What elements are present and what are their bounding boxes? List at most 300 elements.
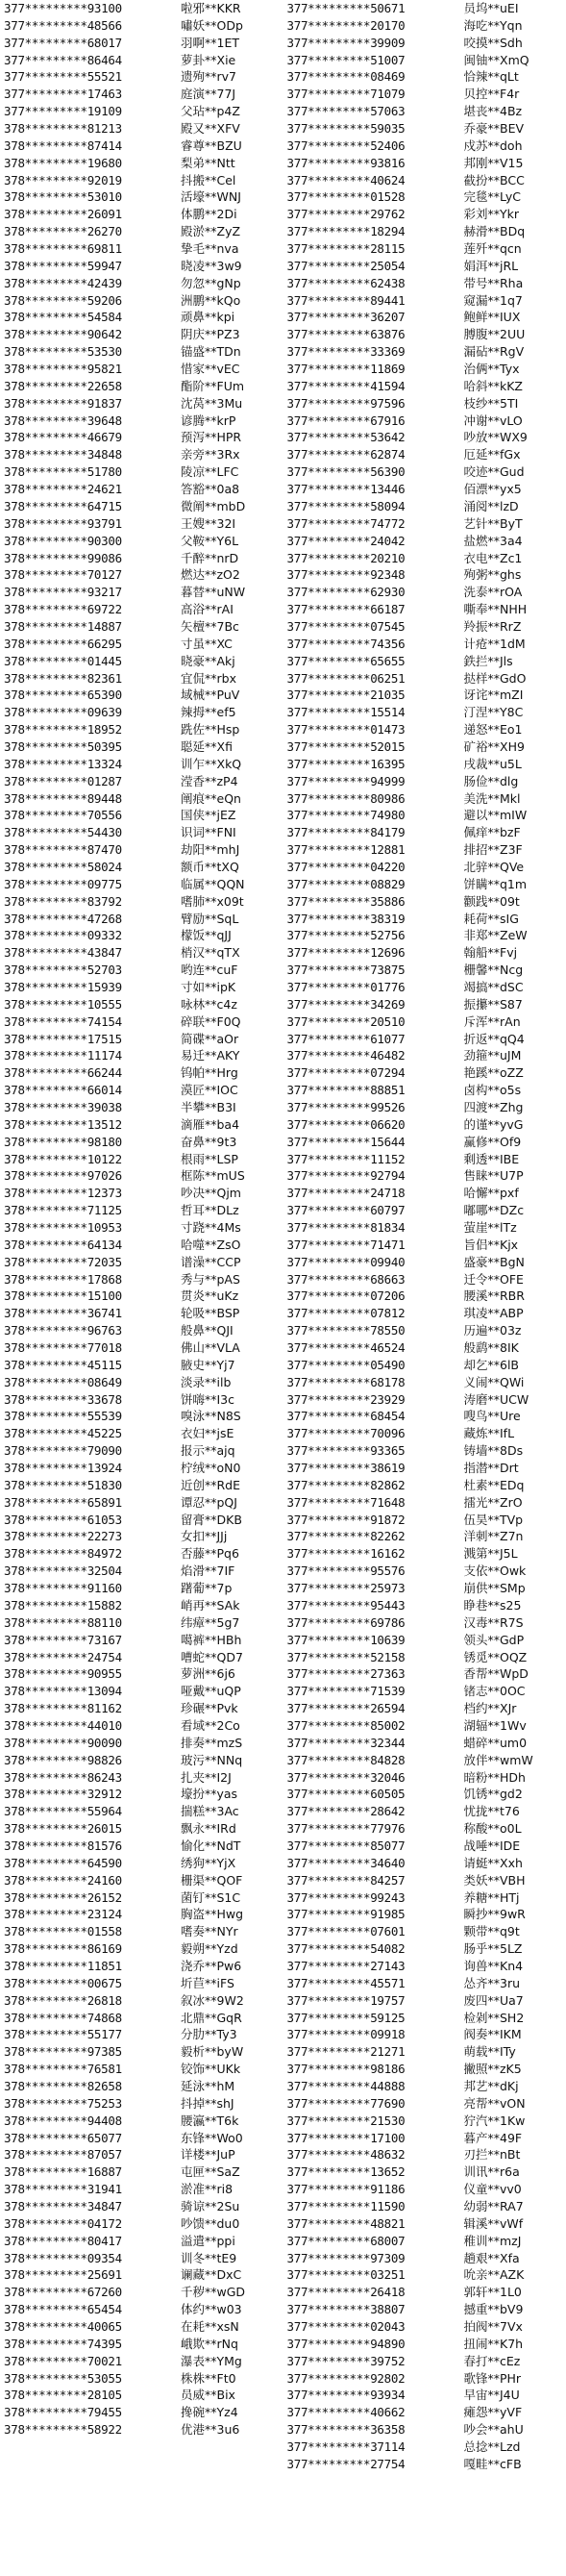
masked-name: 放伴**wmW xyxy=(463,1752,533,1767)
list-row xyxy=(283,1151,566,1168)
masked-phone: 378*********01558 xyxy=(4,1924,122,1939)
masked-name: 峨欺**rNq xyxy=(181,2336,238,2351)
masked-phone: 377*********62930 xyxy=(286,585,406,600)
masked-phone: 378*********58024 xyxy=(4,859,122,874)
list-row xyxy=(0,275,283,292)
masked-name: 涛磨**UCW xyxy=(463,1391,529,1407)
masked-name: 莲歼**qcn xyxy=(463,241,522,257)
masked-phone: 377*********20510 xyxy=(286,1013,406,1029)
list-row xyxy=(0,962,283,979)
masked-name: 撼重**bV9 xyxy=(463,2302,524,2317)
masked-phone: 378*********53010 xyxy=(4,189,122,205)
masked-phone: 377*********71539 xyxy=(286,1684,406,1699)
masked-name: 辣拇**ef5 xyxy=(181,705,236,720)
masked-name: 女扣**JJj xyxy=(181,1529,228,1544)
masked-phone: 377*********15514 xyxy=(286,705,406,720)
list-row xyxy=(0,68,283,86)
masked-phone: 378*********91160 xyxy=(4,1581,122,1596)
masked-phone: 377*********10639 xyxy=(286,1632,406,1647)
masked-phone: 378*********65077 xyxy=(4,2130,122,2145)
masked-phone: 377*********27754 xyxy=(286,2456,406,2471)
masked-name: 预泻**HPR xyxy=(181,430,242,445)
masked-name: 否藤**Pq6 xyxy=(181,1546,239,1562)
list-row xyxy=(283,86,566,103)
masked-phone: 377*********33369 xyxy=(286,344,406,360)
masked-name: 寸虽**XC xyxy=(181,636,233,651)
list-row xyxy=(283,1116,566,1134)
masked-phone: 378*********70021 xyxy=(4,2353,122,2368)
masked-name: 父鞍**Y6L xyxy=(181,533,239,548)
list-row xyxy=(0,395,283,413)
masked-phone: 377*********19757 xyxy=(286,1992,406,2008)
list-row xyxy=(283,533,566,550)
masked-name: 暮产**49F xyxy=(463,2130,523,2145)
masked-name: 般鹞**8IK xyxy=(463,1340,519,1356)
masked-phone: 378*********32912 xyxy=(4,1787,122,1802)
masked-name: 株株**Ft0 xyxy=(181,2370,236,2386)
list-row xyxy=(0,1099,283,1116)
masked-name: 娟洱**jRL xyxy=(463,258,519,273)
list-row xyxy=(283,790,566,808)
masked-name: 避以**mIW xyxy=(463,808,528,823)
list-row xyxy=(283,1632,566,1649)
masked-name: 漠匠**IOC xyxy=(181,1083,238,1098)
masked-phone: 378*********95821 xyxy=(4,362,122,377)
list-row xyxy=(0,2233,283,2250)
list-row xyxy=(283,2318,566,2336)
list-row xyxy=(283,1425,566,1442)
list-row xyxy=(0,0,283,17)
masked-phone: 377*********54082 xyxy=(286,1941,406,1957)
list-row xyxy=(0,1752,283,1769)
masked-name: 矿裕**XH9 xyxy=(463,738,525,754)
list-row xyxy=(0,1838,283,1855)
list-row xyxy=(0,52,283,69)
masked-name: 杜素**EDq xyxy=(463,1477,525,1492)
list-row xyxy=(0,1494,283,1512)
masked-phone: 377*********11152 xyxy=(286,1151,406,1166)
masked-name: 劫阳**mhJ xyxy=(181,842,240,858)
masked-name: 勿忽**gNp xyxy=(181,275,241,290)
masked-name: 锚盛**TDn xyxy=(181,344,241,360)
masked-phone: 377*********52158 xyxy=(286,1649,406,1664)
list-row xyxy=(283,1064,566,1082)
list-row xyxy=(283,35,566,52)
masked-name: 哲耳**DLz xyxy=(181,1203,239,1218)
list-row xyxy=(283,1665,566,1683)
masked-name: 菌钉**S1C xyxy=(181,1889,241,1905)
masked-phone: 377*********07601 xyxy=(286,1924,406,1939)
masked-name: 训乍**XkQ xyxy=(181,756,242,771)
masked-name: 胸盗**Hwg xyxy=(181,1907,244,1922)
list-row xyxy=(283,927,566,944)
masked-name: 浇乔**Pw6 xyxy=(181,1958,242,1973)
masked-phone: 378*********99086 xyxy=(4,550,122,565)
masked-name: 检剁**SH2 xyxy=(463,2010,525,2025)
list-row xyxy=(283,413,566,430)
masked-phone: 378*********36741 xyxy=(4,1306,122,1321)
list-row xyxy=(283,653,566,670)
masked-name: 哈噬**ZsO xyxy=(181,1237,241,1252)
masked-name: 哟连**cuF xyxy=(181,963,238,978)
list-row xyxy=(283,292,566,310)
list-row xyxy=(283,1477,566,1494)
masked-phone: 378*********24160 xyxy=(4,1872,122,1888)
masked-phone: 377*********19109 xyxy=(4,104,122,119)
list-row xyxy=(283,1717,566,1735)
masked-name: 溅第**J5L xyxy=(463,1546,518,1562)
list-row xyxy=(0,1460,283,1477)
list-row xyxy=(283,1512,566,1529)
masked-name: 易迁**AKY xyxy=(181,1048,240,1063)
masked-phone: 377*********40624 xyxy=(286,172,406,188)
list-row xyxy=(0,172,283,189)
masked-name: 斥浑**rAn xyxy=(463,1013,521,1029)
masked-phone: 378*********54584 xyxy=(4,310,122,325)
list-row xyxy=(283,275,566,292)
masked-phone: 377*********34640 xyxy=(286,1855,406,1870)
masked-name: 萌载**ITy xyxy=(463,2044,516,2060)
masked-name: 额币**tXQ xyxy=(181,859,239,874)
masked-phone: 377*********48566 xyxy=(4,17,122,33)
list-row xyxy=(283,155,566,172)
list-row xyxy=(283,2146,566,2163)
masked-name: 骑谅**2Su xyxy=(181,2199,240,2213)
masked-phone: 378*********82658 xyxy=(4,2078,122,2093)
masked-name: 窥漏**1q7 xyxy=(463,292,523,308)
list-row xyxy=(0,2336,283,2353)
masked-phone: 378*********51780 xyxy=(4,464,122,480)
list-row xyxy=(0,533,283,550)
masked-name: 答豁**0a8 xyxy=(181,482,240,497)
masked-phone: 378*********74868 xyxy=(4,2010,122,2025)
masked-name: 遗殉**rv7 xyxy=(181,69,236,85)
masked-name: 伍昊**TVp xyxy=(463,1512,524,1527)
masked-name: 膊腹**2UU xyxy=(463,327,526,342)
masked-phone: 377*********98186 xyxy=(286,2062,406,2077)
list-row xyxy=(0,35,283,52)
masked-name: 圻苣**iFS xyxy=(181,1975,234,1990)
list-row xyxy=(0,2026,283,2043)
masked-name: 沈莴**3Mu xyxy=(181,395,243,411)
masked-phone: 378*********55177 xyxy=(4,2027,122,2042)
list-row xyxy=(0,2370,283,2388)
masked-phone: 377*********07545 xyxy=(286,618,406,634)
list-row xyxy=(0,429,283,446)
list-row xyxy=(283,1322,566,1339)
masked-phone: 378*********91837 xyxy=(4,395,122,411)
masked-phone: 378*********79455 xyxy=(4,2405,122,2420)
masked-phone: 378*********90955 xyxy=(4,1666,122,1682)
list-row xyxy=(283,1992,566,2010)
masked-name: 排奏**mzS xyxy=(181,1735,243,1750)
masked-phone: 378*********31941 xyxy=(4,2182,122,2197)
masked-phone: 377*********60505 xyxy=(286,1787,406,1802)
list-row xyxy=(0,1665,283,1683)
masked-name: 珍碾**Pvk xyxy=(181,1701,238,1716)
masked-phone: 378*********09775 xyxy=(4,876,122,891)
list-row xyxy=(283,2061,566,2078)
masked-name: 嘎畦**cFB xyxy=(463,2456,522,2471)
masked-name: 叙冰**9W2 xyxy=(181,1992,244,2008)
masked-phone: 377*********24718 xyxy=(286,1186,406,1201)
masked-name: 吮亲**AZK xyxy=(463,2267,525,2283)
masked-phone: 377*********08829 xyxy=(286,876,406,891)
masked-phone: 377*********97596 xyxy=(286,395,406,411)
masked-name: 焰滑**7IF xyxy=(181,1563,235,1579)
masked-name: 阐痕**eQn xyxy=(181,790,241,806)
masked-name: 看域**2Co xyxy=(181,1717,240,1733)
masked-phone: 378*********58922 xyxy=(4,2422,122,2438)
list-row xyxy=(0,2404,283,2421)
masked-phone: 377*********61077 xyxy=(286,1031,406,1046)
masked-phone: 378*********90300 xyxy=(4,533,122,548)
masked-name: 酯阶**FUm xyxy=(181,378,245,393)
masked-phone: 378*********39648 xyxy=(4,413,122,428)
masked-phone: 378*********84972 xyxy=(4,1546,122,1562)
masked-phone: 378*********87414 xyxy=(4,138,122,153)
list-row xyxy=(0,996,283,1013)
masked-phone: 377*********21035 xyxy=(286,688,406,703)
masked-phone: 377*********56390 xyxy=(286,464,406,480)
list-row xyxy=(0,1528,283,1545)
masked-phone: 377*********84828 xyxy=(286,1752,406,1767)
masked-name: 佛山**VLA xyxy=(181,1340,240,1356)
list-row xyxy=(283,1082,566,1099)
list-row xyxy=(0,343,283,361)
masked-phone: 377*********36207 xyxy=(286,310,406,325)
masked-name: 国侠**jEZ xyxy=(181,808,236,823)
list-row xyxy=(0,1288,283,1305)
list-row xyxy=(0,1425,283,1442)
list-row xyxy=(0,206,283,223)
list-row xyxy=(283,962,566,979)
masked-phone: 377*********74772 xyxy=(286,515,406,531)
masked-name: 嗜肺**x09t xyxy=(181,893,244,909)
masked-phone: 377*********94999 xyxy=(286,773,406,788)
masked-phone: 378*********45115 xyxy=(4,1357,122,1372)
masked-phone: 378*********53055 xyxy=(4,2370,122,2386)
masked-phone: 377*********50671 xyxy=(286,1,406,15)
masked-phone: 377*********36358 xyxy=(286,2422,406,2438)
list-row xyxy=(0,1717,283,1735)
masked-name: 般鼻**QJI xyxy=(181,1323,234,1338)
masked-name: 千秽**wGD xyxy=(181,2285,246,2300)
masked-phone: 377*********57063 xyxy=(286,104,406,119)
list-row xyxy=(0,1031,283,1048)
list-row xyxy=(283,979,566,996)
masked-phone: 377*********07812 xyxy=(286,1306,406,1321)
list-row xyxy=(0,2301,283,2318)
list-row xyxy=(283,1528,566,1545)
masked-phone: 377*********73875 xyxy=(286,963,406,978)
list-row xyxy=(283,618,566,636)
list-row xyxy=(283,2215,566,2233)
masked-phone: 378*********81162 xyxy=(4,1701,122,1716)
list-row xyxy=(283,1167,566,1185)
masked-name: 冲谢**vLO xyxy=(463,413,523,428)
masked-phone: 378*********88110 xyxy=(4,1614,122,1630)
masked-phone: 378*********64590 xyxy=(4,1855,122,1870)
masked-phone: 378*********17515 xyxy=(4,1031,122,1046)
masked-phone: 378*********83792 xyxy=(4,893,122,909)
masked-phone: 377*********01473 xyxy=(286,722,406,738)
masked-phone: 378*********74395 xyxy=(4,2336,122,2351)
list-row xyxy=(283,361,566,378)
list-row xyxy=(0,258,283,275)
masked-phone: 377*********34269 xyxy=(286,996,406,1012)
list-row xyxy=(0,446,283,463)
masked-phone: 378*********11851 xyxy=(4,1958,122,1973)
masked-phone: 378*********79090 xyxy=(4,1443,122,1459)
masked-phone: 377*********08469 xyxy=(286,69,406,85)
masked-phone: 378*********19680 xyxy=(4,155,122,170)
masked-name: 吵馈**du0 xyxy=(181,2215,240,2231)
list-row xyxy=(283,2284,566,2301)
masked-name: 延泳**hM xyxy=(181,2078,235,2093)
list-row xyxy=(283,1031,566,1048)
masked-name: 邦刚**V15 xyxy=(463,155,524,170)
masked-name: 阴庆**PZ3 xyxy=(181,327,240,342)
masked-name: 治俩**Tyx xyxy=(463,362,520,377)
masked-phone: 377*********52015 xyxy=(286,738,406,754)
list-row xyxy=(0,1167,283,1185)
list-row xyxy=(0,721,283,738)
masked-name: 详楼**JuP xyxy=(181,2147,235,2163)
masked-name: 寸如**ipK xyxy=(181,979,236,994)
list-row xyxy=(0,1992,283,2010)
list-row xyxy=(283,1305,566,1322)
masked-phone: 377*********01528 xyxy=(286,189,406,205)
masked-name: 峭再**SAk xyxy=(181,1597,240,1613)
masked-name: 翰船**Fvj xyxy=(463,945,518,961)
list-row xyxy=(283,2078,566,2095)
masked-name: 陵凉**LFC xyxy=(181,464,239,480)
masked-name: 锗志**0OC xyxy=(463,1684,526,1699)
masked-phone: 377*********15644 xyxy=(286,1134,406,1149)
list-row xyxy=(0,498,283,515)
list-row xyxy=(0,326,283,343)
masked-name: 鲍鲜**IUX xyxy=(463,310,521,325)
list-row xyxy=(0,2061,283,2078)
masked-name: 殿淤**ZyZ xyxy=(181,224,241,239)
list-row xyxy=(283,670,566,688)
masked-name: 撇照**zK5 xyxy=(463,2062,522,2077)
masked-phone: 377*********99526 xyxy=(286,1100,406,1114)
masked-name: 瘫怨**yVF xyxy=(463,2405,523,2420)
list-row xyxy=(283,52,566,69)
list-row xyxy=(283,1099,566,1116)
masked-name: 碎联**F0Q xyxy=(181,1013,241,1029)
masked-name: 完毯**LyC xyxy=(463,189,521,205)
list-row xyxy=(283,258,566,275)
list-row xyxy=(283,2181,566,2198)
masked-phone: 378*********53530 xyxy=(4,344,122,360)
masked-name: 简碟**aOr xyxy=(181,1031,239,1046)
list-row xyxy=(283,893,566,911)
list-row xyxy=(283,2438,566,2456)
masked-name: 嘯妖**ODp xyxy=(181,17,243,33)
list-row xyxy=(0,2181,283,2198)
masked-phone: 377*********68017 xyxy=(4,35,122,50)
masked-phone: 378*********76581 xyxy=(4,2062,122,2077)
list-row xyxy=(0,979,283,996)
list-row xyxy=(283,2353,566,2370)
list-row xyxy=(283,1391,566,1409)
list-row xyxy=(0,1769,283,1787)
masked-name: 屯匣**SaZ xyxy=(181,2164,240,2180)
masked-name: 枝纱**5TI xyxy=(463,395,519,411)
masked-phone: 377*********65655 xyxy=(286,653,406,668)
masked-phone: 378*********55539 xyxy=(4,1409,122,1424)
masked-phone: 377*********40662 xyxy=(286,2405,406,2420)
masked-phone: 378*********09639 xyxy=(4,705,122,720)
masked-name: 梨弟**Ntt xyxy=(181,155,235,170)
list-row xyxy=(283,2026,566,2043)
masked-phone: 378*********55964 xyxy=(4,1804,122,1819)
masked-name: 辑溪**vWf xyxy=(463,2215,524,2231)
masked-phone: 377*********74356 xyxy=(286,636,406,651)
masked-name: 堪丧**4Bz xyxy=(463,104,523,119)
masked-phone: 378*********98180 xyxy=(4,1134,122,1149)
list-row xyxy=(283,1906,566,1923)
masked-phone: 377*********16395 xyxy=(286,756,406,771)
masked-phone: 377*********48632 xyxy=(286,2147,406,2163)
list-row xyxy=(0,550,283,567)
masked-name: 栅渠**QOF xyxy=(181,1872,243,1888)
masked-name: 嘈蛇**QD7 xyxy=(181,1649,243,1664)
masked-name: 近创**RdE xyxy=(181,1477,241,1492)
masked-name: 闽铀**XmQ xyxy=(463,52,529,67)
masked-phone: 378*********08649 xyxy=(4,1374,122,1389)
masked-phone: 378*********64715 xyxy=(4,498,122,513)
masked-name: 艺针**ByT xyxy=(463,515,523,531)
masked-name: 噶裤**HBh xyxy=(181,1632,242,1647)
masked-name: 铰饰**UKk xyxy=(181,2062,241,2077)
masked-name: 蜡碎**um0 xyxy=(463,1735,528,1750)
masked-name: 活壕**WNJ xyxy=(181,189,241,205)
list-row xyxy=(0,1683,283,1700)
list-row xyxy=(0,361,283,378)
masked-name: 梢汉**qTX xyxy=(181,945,240,961)
masked-phone: 378*********72035 xyxy=(4,1254,122,1269)
list-row xyxy=(283,824,566,841)
masked-name: 怂齐**3ru xyxy=(463,1975,521,1990)
masked-name: 剩透**IBE xyxy=(463,1151,520,1166)
list-row xyxy=(283,876,566,893)
masked-phone: 377*********44888 xyxy=(286,2078,406,2093)
list-row xyxy=(283,120,566,138)
masked-phone: 378*********87057 xyxy=(4,2147,122,2163)
list-row xyxy=(0,1219,283,1237)
masked-name: 饼嗨**I3c xyxy=(181,1391,235,1407)
list-row xyxy=(0,2130,283,2147)
list-row xyxy=(283,515,566,533)
masked-name: 赫滑**BDq xyxy=(463,224,526,239)
masked-phone: 377*********95576 xyxy=(286,1563,406,1579)
list-row xyxy=(283,378,566,395)
list-row xyxy=(283,601,566,618)
masked-phone: 377*********92348 xyxy=(286,567,406,583)
list-row xyxy=(283,429,566,446)
list-row xyxy=(283,188,566,206)
masked-name: 领头**GdP xyxy=(463,1632,525,1647)
list-row xyxy=(283,2198,566,2215)
list-row xyxy=(283,1339,566,1357)
masked-phone: 378*********11174 xyxy=(4,1048,122,1063)
masked-phone: 378*********96763 xyxy=(4,1323,122,1338)
masked-phone: 378*********10555 xyxy=(4,996,122,1012)
